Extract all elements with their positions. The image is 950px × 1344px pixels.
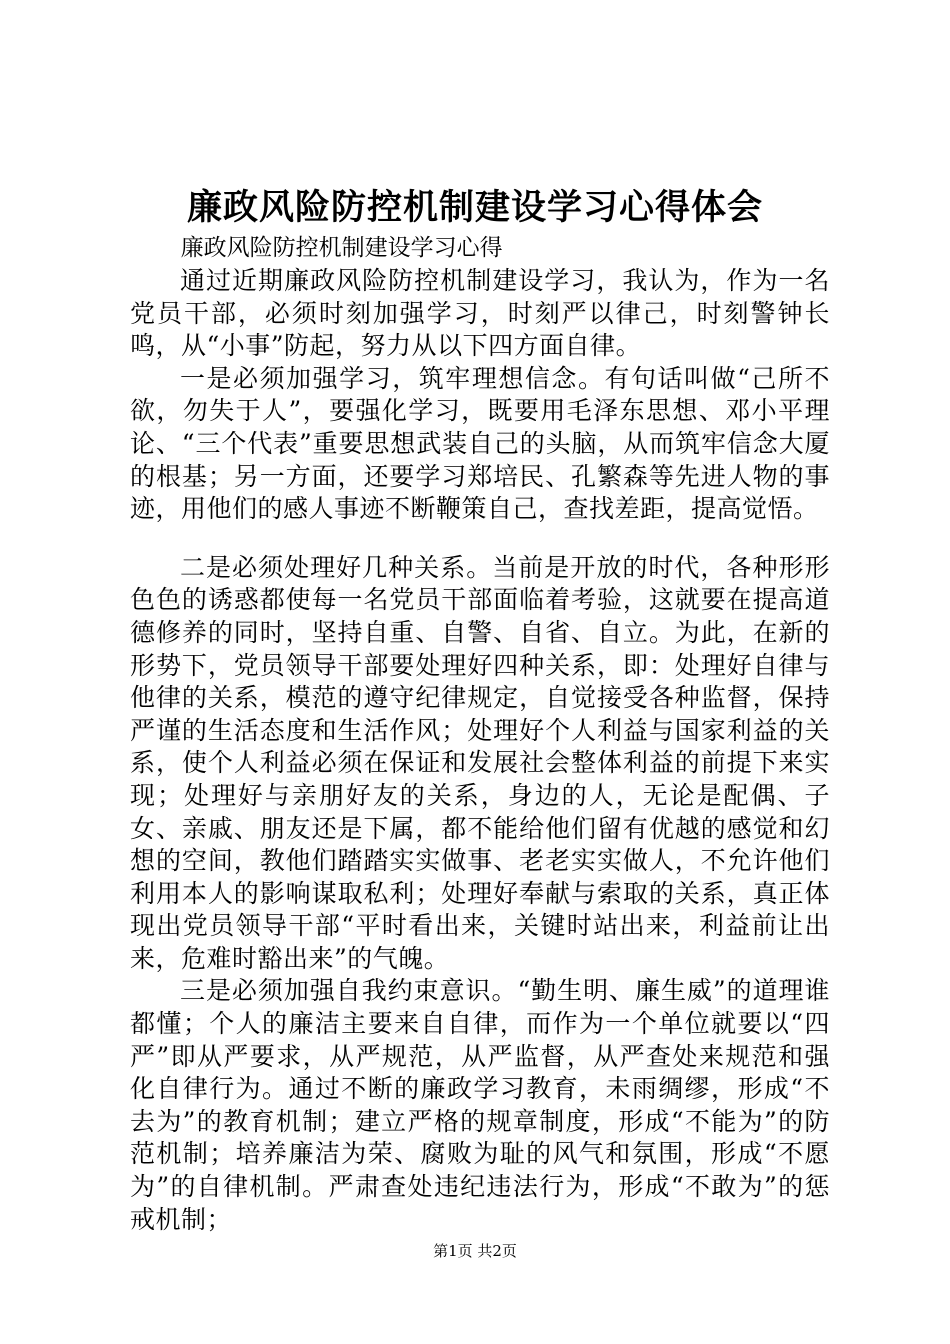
paragraph-intro: 通过近期廉政风险防控机制建设学习，我认为，作为一名党员干部，必须时刻加强学习，时刻严以律己，时刻警钟长鸣，从“小事”防起，努力从以下四方面自律。 (130, 266, 830, 361)
paragraph-point-three: 三是必须加强自我约束意识。“勤生明、廉生威”的道理谁都懂；个人的廉洁主要来自自律，而作为一个单位就要以“四严”即从严要求，从严规范，从严监督，从严查处来规范和强化自律行为。通过不断的廉政学习教育，未雨绸缪，形成“不去为”的教育机制；建立严格的规章制度，形成“不能为”的防范机制；培养廉洁为荣、腐败为耻的风气和氛围，形成“不愿为”的自律机制。严肃查处违纪违法行为，形成“不敢为”的惩戒机制； (130, 976, 830, 1234)
paragraph-point-two: 二是必须处理好几种关系。当前是开放的时代，各种形形色色的诱惑都使每一名党员干部面临着考验，这就要在提高道德修养的同时，坚持自重、自警、自省、自立。为此，在新的形势下，党员领导干部要处理好四种关系，即：处理好自律与他律的关系，模范的遵守纪律规定，自觉接受各种监督，保持严谨的生活态度和生活作风；处理好个人利益与国家利益的关系，使个人利益必须在保证和发展社会整体利益的前提下来实现；处理好与亲朋好友的关系，身边的人，无论是配偶、子女、亲戚、朋友还是下属，都不能给他们留有优越的感觉和幻想的空间，教他们踏踏实实做事、老老实实做人，不允许他们利用本人的影响谋取私利；处理好奉献与索取的关系，真正体现出党员领导干部“平时看出来，关键时站出来，利益前让出来，危难时豁出来”的气魄。 (130, 552, 830, 973)
document-title: 廉政风险防控机制建设学习心得体会 (186, 187, 763, 228)
document-body (130, 233, 830, 1236)
document-subtitle: 廉政风险防控机制建设学习心得 (180, 235, 503, 261)
page-footer: 第1页 共2页 (433, 1242, 517, 1260)
paragraph-point-one: 一是必须加强学习，筑牢理想信念。有句话叫做“己所不欲，勿失于人”，要强化学习，既要用毛泽东思想、邓小平理论、“三个代表”重要思想武装自己的头脑，从而筑牢信念大厦的根基；另一方面，还要学习郑培民、孔繁森等先进人物的事迹，用他们的感人事迹不断鞭策自己，查找差距，提高觉悟。 (130, 363, 830, 524)
